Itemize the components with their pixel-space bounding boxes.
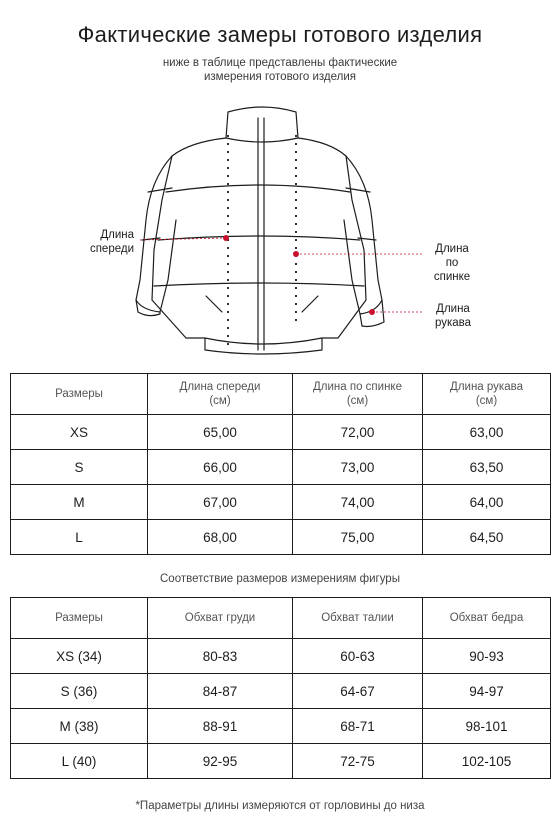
label-line: спереди	[89, 243, 134, 255]
measure-dot	[295, 135, 297, 137]
measure-dot	[227, 231, 229, 233]
label-line: рукава	[434, 317, 472, 329]
table-cell: M	[11, 485, 148, 520]
measure-dot	[227, 335, 229, 337]
table-cell: 74,00	[293, 485, 423, 520]
quilt-line	[158, 236, 360, 240]
table-cell: 64,50	[423, 520, 551, 555]
measure-dot	[295, 183, 297, 185]
measure-dot	[227, 215, 229, 217]
sleeve-length-marker	[369, 309, 375, 315]
measure-dot	[295, 319, 297, 321]
back-length-marker	[293, 251, 299, 257]
table-cell: 88-91	[148, 709, 293, 744]
measure-dot	[295, 215, 297, 217]
label-back-length	[430, 242, 474, 284]
measure-dot	[227, 223, 229, 225]
measure-dot	[227, 199, 229, 201]
label-front-length	[78, 228, 134, 256]
front-length-marker	[223, 235, 229, 241]
column-header: Длина спереди (см)	[148, 374, 293, 415]
measure-dot	[227, 343, 229, 345]
column-header: Обхват талии	[293, 598, 423, 639]
page-subtitle	[0, 56, 560, 84]
table-row	[11, 744, 551, 779]
column-header: Длина по спинке (см)	[293, 374, 423, 415]
column-header: Обхват бедра	[423, 598, 551, 639]
column-header: Обхват груди	[148, 598, 293, 639]
table-header-row	[11, 598, 551, 639]
measure-dot	[227, 287, 229, 289]
measure-dot	[295, 207, 297, 209]
table-cell: 64,00	[423, 485, 551, 520]
label-line: Длина	[100, 229, 134, 241]
table-cell: 67,00	[148, 485, 293, 520]
left-cuff	[136, 300, 160, 316]
footnote: *Параметры длины измеряются от горловины до низа	[135, 800, 425, 812]
measure-dot	[295, 191, 297, 193]
measure-dot	[227, 295, 229, 297]
label-line: по	[445, 257, 459, 269]
table-cell: L (40)	[11, 744, 148, 779]
left-pocket	[206, 296, 222, 312]
table-cell: 66,00	[148, 450, 293, 485]
measure-dot	[295, 295, 297, 297]
table-cell: 102-105	[423, 744, 551, 779]
measure-dot	[227, 319, 229, 321]
body-measurements-caption: Соответствие размеров измерениям фигуры	[160, 573, 400, 585]
measure-dot	[295, 303, 297, 305]
measure-dot	[227, 279, 229, 281]
measure-dot	[227, 191, 229, 193]
table-row	[11, 415, 551, 450]
table-cell: XS (34)	[11, 639, 148, 674]
table-cell: 63,00	[423, 415, 551, 450]
table-row	[11, 450, 551, 485]
table-cell: 63,50	[423, 450, 551, 485]
measure-dot	[227, 135, 229, 137]
table-cell: 75,00	[293, 520, 423, 555]
measure-dot	[295, 279, 297, 281]
table-cell: 80-83	[148, 639, 293, 674]
table-cell: S	[11, 450, 148, 485]
table-cell: 72-75	[293, 744, 423, 779]
jacket-collar	[226, 107, 298, 142]
table-cell: 68,00	[148, 520, 293, 555]
table-header-row	[11, 374, 551, 415]
measure-dot	[227, 159, 229, 161]
subtitle-line: ниже в таблице представлены фактические	[162, 57, 398, 69]
column-header: Размеры	[11, 598, 148, 639]
jacket-body	[152, 138, 366, 344]
measure-dot	[227, 271, 229, 273]
subtitle-line: измерения готового изделия	[203, 71, 357, 83]
column-header: Размеры	[11, 374, 148, 415]
label-sleeve-length	[426, 302, 480, 330]
measure-dot	[227, 143, 229, 145]
back-length-dots	[295, 135, 297, 321]
measure-dot	[295, 247, 297, 249]
table-row	[11, 639, 551, 674]
measure-dot	[295, 199, 297, 201]
table-cell: 64-67	[293, 674, 423, 709]
measure-dot	[295, 223, 297, 225]
measure-dot	[227, 303, 229, 305]
table-cell: 68-71	[293, 709, 423, 744]
measure-dot	[227, 255, 229, 257]
measure-dot	[227, 327, 229, 329]
measure-dot	[227, 207, 229, 209]
measure-dot	[227, 247, 229, 249]
table-cell: 94-97	[423, 674, 551, 709]
table-cell: 98-101	[423, 709, 551, 744]
table-cell: 60-63	[293, 639, 423, 674]
measure-dot	[295, 143, 297, 145]
column-header: Длина рукава (см)	[423, 374, 551, 415]
table-cell: 90-93	[423, 639, 551, 674]
measure-dot	[295, 159, 297, 161]
garment-measurements-table	[10, 373, 551, 555]
page-title: Фактические замеры готового изделия	[77, 22, 483, 47]
measure-dot	[227, 311, 229, 313]
measure-dot	[295, 271, 297, 273]
measure-dot	[227, 175, 229, 177]
body-measurements-table	[10, 597, 551, 779]
measure-dot	[295, 239, 297, 241]
measure-dot	[227, 167, 229, 169]
right-pocket	[302, 296, 318, 312]
label-line: Длина	[435, 243, 469, 255]
measure-dot	[295, 151, 297, 153]
measure-dot	[227, 263, 229, 265]
label-line: Длина	[436, 303, 470, 315]
table-cell: S (36)	[11, 674, 148, 709]
table-cell: 65,00	[148, 415, 293, 450]
table-cell: 72,00	[293, 415, 423, 450]
table-cell: XS	[11, 415, 148, 450]
table-cell: M (38)	[11, 709, 148, 744]
measure-dot	[295, 311, 297, 313]
table-cell: 84-87	[148, 674, 293, 709]
label-line: спинке	[433, 271, 471, 283]
measure-dot	[227, 151, 229, 153]
measure-dot	[227, 183, 229, 185]
table-cell: 73,00	[293, 450, 423, 485]
table-cell: L	[11, 520, 148, 555]
measure-dot	[295, 263, 297, 265]
quilt-line	[154, 283, 364, 286]
measure-dot	[295, 175, 297, 177]
table-row	[11, 674, 551, 709]
measure-dot	[295, 231, 297, 233]
table-row	[11, 520, 551, 555]
measure-dot	[295, 167, 297, 169]
table-row	[11, 709, 551, 744]
measure-dot	[295, 287, 297, 289]
table-row	[11, 485, 551, 520]
table-cell: 92-95	[148, 744, 293, 779]
